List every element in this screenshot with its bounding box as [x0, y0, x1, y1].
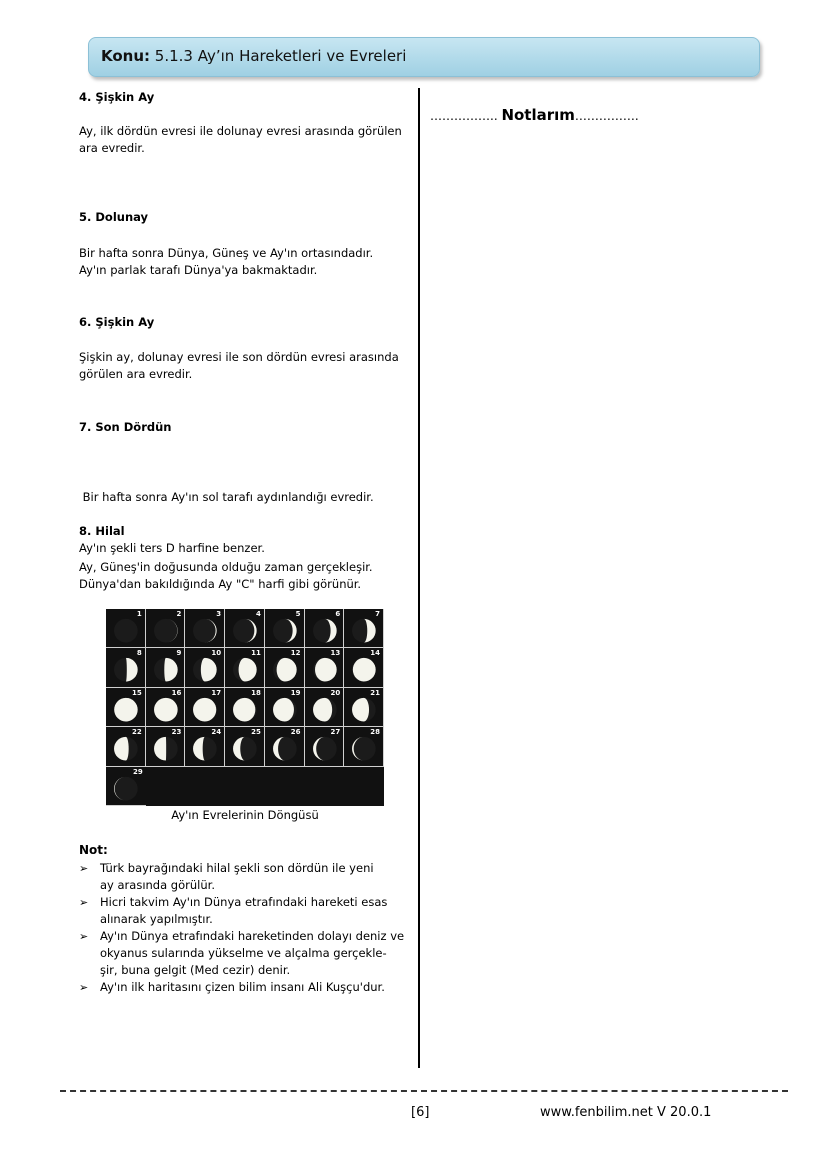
note-item [79, 894, 419, 928]
moon-day-number: 5 [295, 610, 301, 618]
note-line: okyanus sularında yükselme ve alçalma gerçekle- [100, 946, 387, 960]
moon-phase-cell [106, 767, 146, 806]
moon-phase-cell [305, 688, 345, 727]
moon-day-number: 27 [330, 728, 341, 737]
notes-dots-left: …………….. [430, 109, 502, 123]
section-line: Ay'ın parlak tarafı Dünya'ya bakmaktadır. [79, 263, 318, 277]
moon-day-number: 2 [176, 610, 182, 618]
moon-phase-cell [106, 727, 146, 766]
section-title-6: 6. Şişkin Ay [79, 315, 155, 329]
note-item [79, 928, 419, 979]
section-line: Bir hafta sonra Dünya, Güneş ve Ay'ın ortasındadır. [79, 246, 374, 260]
notes-heading [430, 106, 639, 124]
moon-phase-cell [265, 727, 305, 766]
note-list [79, 860, 419, 996]
moon-phase-cell [185, 648, 225, 687]
moon-day-number: 26 [290, 728, 301, 737]
moon-phase-cell [106, 688, 146, 727]
section-line: Bir hafta sonra Ay'ın sol tarafı aydınlandığı evredir. [79, 490, 374, 504]
moon-day-number: 23 [171, 728, 182, 737]
notes-dots-right: ……………. [574, 109, 639, 123]
moon-phase-cell [305, 609, 345, 648]
moon-day-number: 20 [330, 688, 341, 697]
note-item [79, 860, 419, 894]
topic-name: 5.1.3 Ay’ın Hareketleri ve Evreleri [150, 47, 407, 65]
arrow-bullet-icon: ➢ [79, 862, 89, 875]
notes-label: Notlarım [501, 106, 575, 124]
moon-day-number: 17 [211, 688, 222, 697]
moon-phase-cell [225, 648, 265, 687]
note-item [79, 979, 419, 996]
moon-phase-cell [305, 648, 345, 687]
note-line: Ay'ın ilk haritasını çizen bilim insanı Ali Kuşçu'dur. [100, 980, 385, 994]
note-line: Türk bayrağındaki hilal şekli son dördün ile yeni [100, 861, 374, 875]
site-url: www.fenbilim.net V 20.0.1 [540, 1105, 712, 1120]
moon-day-number: 28 [370, 728, 380, 737]
note-title: Not: [79, 843, 108, 857]
footer-dashed-line [60, 1090, 788, 1092]
section-line: ara evredir. [79, 141, 145, 155]
arrow-bullet-icon: ➢ [79, 896, 89, 909]
moon-phase-cell [185, 727, 225, 766]
moon-day-number: 6 [335, 610, 341, 618]
moon-day-number: 1 [136, 610, 142, 618]
moon-day-number: 25 [251, 728, 261, 737]
moon-day-number: 15 [131, 688, 142, 697]
moon-day-number: 11 [251, 649, 261, 658]
section-body-8 [79, 559, 414, 593]
moon-phase-cell [265, 688, 305, 727]
moon-day-number: 29 [132, 767, 143, 776]
moon-phase-cell [344, 727, 384, 766]
moon-day-number: 21 [370, 688, 380, 697]
moon-phase-cell [106, 609, 146, 648]
topic-header [88, 37, 760, 77]
moon-day-number: 3 [216, 610, 222, 618]
moon-phase-cell [185, 688, 225, 727]
moon-phase-cell [305, 727, 345, 766]
note-line: Hicri takvim Ay'ın Dünya etrafındaki hareketi esas [100, 895, 388, 909]
moon-day-number: 7 [375, 610, 380, 618]
section-line: görülen ara evredir. [79, 367, 193, 381]
section-title-7: 7. Son Dördün [79, 420, 172, 434]
moon-day-number: 8 [136, 649, 142, 658]
moon-day-number: 22 [131, 728, 142, 737]
moon-day-number: 13 [330, 649, 341, 658]
note-line: ay arasında görülür. [100, 878, 215, 892]
section-title-5: 5. Dolunay [79, 210, 149, 224]
moon-day-number: 24 [211, 728, 222, 737]
section-body-6 [79, 349, 414, 383]
section-body-4 [79, 123, 414, 157]
moon-phase-cell [106, 648, 146, 687]
arrow-bullet-icon: ➢ [79, 930, 89, 943]
page-number: [6] [411, 1105, 430, 1120]
section-body-5 [79, 245, 414, 279]
section-title-8: 8. Hilal [79, 524, 125, 538]
moon-phase-cell [225, 727, 265, 766]
section-body-7 [79, 455, 414, 574]
topic-title [101, 47, 406, 65]
moon-phase-grid [106, 609, 384, 806]
section-title-4: 4. Şişkin Ay [79, 90, 155, 104]
section-line: Ay'ın şekli ters D harfine benzer. [79, 541, 265, 555]
moon-phase-cell [146, 609, 186, 648]
moon-phase-cell [185, 609, 225, 648]
moon-phase-cell [265, 609, 305, 648]
moon-day-number: 4 [255, 610, 261, 618]
section-line: Şişkin ay, dolunay evresi ile son dördün evresi arasında [79, 350, 399, 364]
section-line: Dünya'dan bakıldığında Ay "C" harfi gibi görünür. [79, 577, 362, 591]
topic-prefix: Konu: [101, 47, 151, 65]
moon-phase-cell [344, 688, 384, 727]
moon-day-number: 19 [290, 688, 301, 697]
moon-phase-cell [344, 609, 384, 648]
moon-phase-cell [225, 609, 265, 648]
note-line: şir, buna gelgit (Med cezir) denir. [100, 963, 291, 977]
moon-day-number: 16 [171, 688, 182, 697]
note-line: alınarak yapılmıştır. [100, 912, 213, 926]
arrow-bullet-icon: ➢ [79, 981, 89, 994]
moon-phase-cell [146, 727, 186, 766]
moon-phase-cell [265, 648, 305, 687]
moon-phase-cell [146, 648, 186, 687]
section-line: Ay, ilk dördün evresi ile dolunay evresi arasında görülen [79, 124, 402, 138]
moon-day-number: 18 [251, 688, 261, 697]
section-line: Ay, Güneş'in doğusunda olduğu zaman gerçekleşir. [79, 560, 373, 574]
note-line: Ay'ın Dünya etrafındaki hareketinden dolayı deniz ve [100, 929, 405, 943]
moon-day-number: 12 [290, 649, 301, 658]
moon-day-number: 9 [176, 649, 182, 658]
moon-phase-cell [146, 688, 186, 727]
moon-figure-caption: Ay'ın Evrelerinin Döngüsü [171, 808, 319, 822]
moon-phase-cell [225, 688, 265, 727]
moon-day-number: 10 [211, 649, 222, 658]
moon-phase-cell [344, 648, 384, 687]
moon-day-number: 14 [370, 649, 380, 658]
